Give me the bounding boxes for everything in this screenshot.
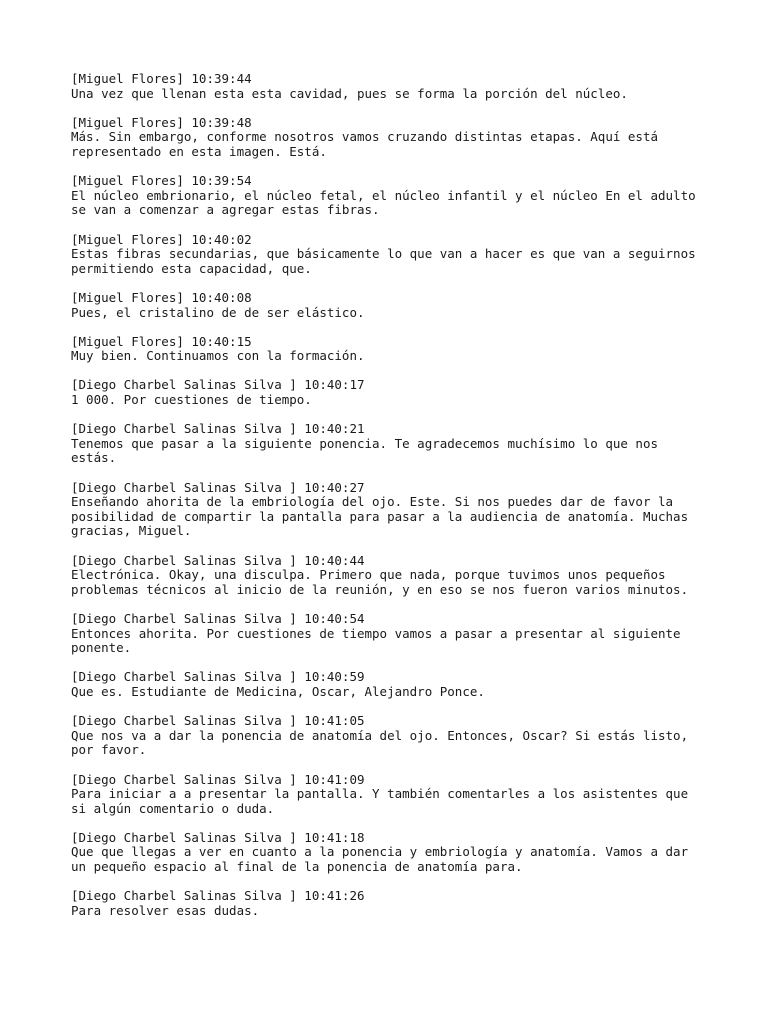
transcript-entry — [71, 889, 711, 918]
transcript-entry — [71, 291, 711, 320]
transcript-entry — [71, 714, 711, 758]
transcript-entry — [71, 612, 711, 656]
transcript-entry — [71, 174, 711, 218]
entry-text: Electrónica. Okay, una disculpa. Primero que nada, porque tuvimos unos pequeños problemas técnicos al inicio de la reunión, y en eso se nos fueron varios minutos. — [71, 567, 689, 597]
transcript-entry — [71, 422, 711, 466]
entry-text: Estas fibras secundarias, que básicamente lo que van a hacer es que van a seguirnos permitiendo esta capacidad, que. — [71, 246, 696, 276]
entry-speaker-timestamp: [Miguel Flores] 10:40:15 — [71, 333, 252, 349]
transcript-entry — [71, 554, 711, 598]
transcript-entry — [71, 72, 711, 101]
entry-speaker-timestamp: [Diego Charbel Salinas Silva ] 10:40:21 — [71, 421, 365, 437]
entry-speaker-timestamp: [Diego Charbel Salinas Silva ] 10:41:05 — [71, 713, 365, 729]
entry-speaker-timestamp: [Diego Charbel Salinas Silva ] 10:41:26 — [71, 888, 365, 904]
transcript-entry — [71, 233, 711, 277]
entry-speaker-timestamp: [Miguel Flores] 10:39:54 — [71, 173, 252, 189]
transcript-entry — [71, 831, 711, 875]
entry-text: Una vez que llenan esta esta cavidad, pues se forma la porción del núcleo. — [71, 85, 628, 101]
entry-speaker-timestamp: [Miguel Flores] 10:39:48 — [71, 114, 252, 130]
entry-text: Pues, el cristalino de de ser elástico. — [71, 304, 365, 320]
entry-text: Que es. Estudiante de Medicina, Oscar, Alejandro Ponce. — [71, 683, 485, 699]
entry-text: El núcleo embrionario, el núcleo fetal, el núcleo infantil y el núcleo En el adulto se van a comenzar a agregar estas fibras. — [71, 187, 696, 218]
transcript — [71, 72, 711, 933]
entry-text: Tenemos que pasar a la siguiente ponencia. Te agradecemos muchísimo lo que nos estás. — [71, 435, 658, 466]
entry-text: 1 000. Por cuestiones de tiempo. — [71, 392, 312, 408]
transcript-entry — [71, 773, 711, 817]
entry-text: Que que llegas a ver en cuanto a la ponencia y embriología y anatomía. Vamos a dar un pequeño espacio al final de la ponencia de anatomía para. — [71, 844, 689, 875]
entry-text: Que nos va a dar la ponencia de anatomía del ojo. Entonces, Oscar? Si estás listo, por favor. — [71, 727, 689, 758]
transcript-entry — [71, 481, 711, 539]
transcript-entry — [71, 116, 711, 160]
entry-speaker-timestamp: [Diego Charbel Salinas Silva ] 10:40:59 — [71, 669, 365, 685]
entry-text: Enseñando ahorita de la embriología del ojo. Este. Si nos puedes dar de favor la posibilidad de compartir la pantalla para pasar a la audiencia de anatomía. Muchas gracias, Miguel. — [71, 494, 689, 539]
transcript-entry — [71, 335, 711, 364]
entry-text: Muy bien. Continuamos con la formación. — [71, 348, 365, 364]
transcript-entry — [71, 378, 711, 407]
entry-speaker-timestamp: [Miguel Flores] 10:39:44 — [71, 71, 252, 86]
entry-text: Para iniciar a a presentar la pantalla. Y también comentarles a los asistentes que si algún comentario o duda. — [71, 786, 689, 816]
entry-speaker-timestamp: [Diego Charbel Salinas Silva ] 10:41:09 — [71, 771, 365, 787]
entry-speaker-timestamp: [Diego Charbel Salinas Silva ] 10:40:54 — [71, 610, 365, 626]
entry-text: Entonces ahorita. Por cuestiones de tiempo vamos a pasar a presentar al siguiente ponente. — [71, 625, 681, 656]
entry-speaker-timestamp: [Diego Charbel Salinas Silva ] 10:40:27 — [71, 479, 365, 495]
entry-speaker-timestamp: [Diego Charbel Salinas Silva ] 10:41:18 — [71, 829, 365, 845]
transcript-entry — [71, 670, 711, 699]
entry-speaker-timestamp: [Diego Charbel Salinas Silva ] 10:40:44 — [71, 552, 365, 568]
entry-speaker-timestamp: [Miguel Flores] 10:40:08 — [71, 289, 252, 305]
entry-text: Para resolver esas dudas. — [71, 902, 260, 918]
entry-speaker-timestamp: [Miguel Flores] 10:40:02 — [71, 231, 252, 247]
entry-text: Más. Sin embargo, conforme nosotros vamos cruzando distintas etapas. Aquí está representado en esta imagen. Está. — [71, 129, 658, 159]
entry-speaker-timestamp: [Diego Charbel Salinas Silva ] 10:40:17 — [71, 377, 365, 393]
